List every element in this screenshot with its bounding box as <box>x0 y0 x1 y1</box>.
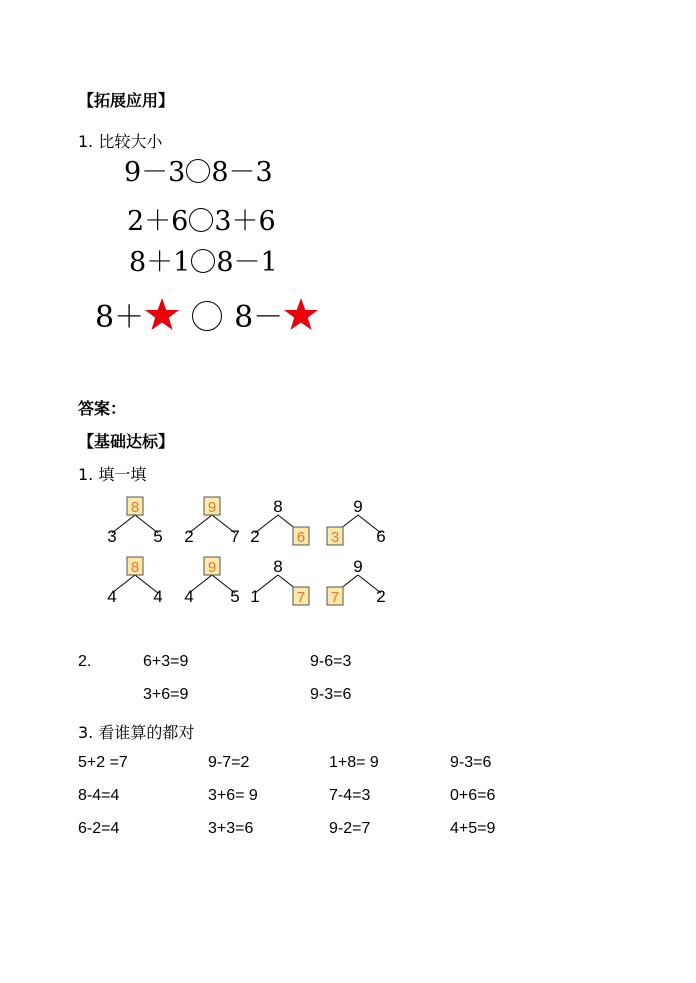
compare-row-3-right: 8－1 <box>216 247 278 278</box>
equation: 9-3=6 <box>310 686 352 703</box>
question-2-number: 2. <box>78 653 92 670</box>
tree-right-number: 7 <box>296 589 306 606</box>
compare-row-star <box>95 292 319 336</box>
tree-left-number: 4 <box>107 587 117 606</box>
section-heading-basic: 【基础达标】 <box>78 432 175 451</box>
tree-top-number: 9 <box>207 499 217 516</box>
star-row-left: 8＋ <box>95 300 145 335</box>
compare-row-3-left: 8＋1 <box>129 247 191 278</box>
tree-left-number: 3 <box>107 527 117 546</box>
compare-circle <box>191 249 215 273</box>
tree-top-number: 9 <box>207 559 217 576</box>
star-row-right: 8－ <box>234 300 284 335</box>
tree-left-number: 2 <box>184 527 194 546</box>
tree-right-number: 4 <box>153 587 163 606</box>
tree-top-number: 8 <box>273 497 283 516</box>
compare-row-1-right: 8－3 <box>211 157 273 188</box>
tree-right-number: 6 <box>296 529 306 546</box>
equation: 7-4=3 <box>329 787 371 804</box>
compare-row-1-left: 9－3 <box>124 157 186 188</box>
tree-top-number: 8 <box>130 499 140 516</box>
tree-left-number: 2 <box>250 527 260 546</box>
tree-left-number: 4 <box>184 587 194 606</box>
tree-right-number: 2 <box>376 587 386 606</box>
equation: 5+2 =7 <box>78 754 128 771</box>
equation: 6-2=4 <box>78 820 120 837</box>
number-bond-trees <box>100 490 400 615</box>
compare-row-2-left: 2＋6 <box>127 206 189 237</box>
tree-top-number: 9 <box>353 497 363 516</box>
question-fill-title: 1. 填一填 <box>78 465 147 484</box>
compare-row-1 <box>124 150 273 189</box>
tree-left-number: 1 <box>250 587 260 606</box>
tree-right-number: 7 <box>230 527 240 546</box>
compare-row-2 <box>127 199 276 238</box>
question-3-title: 3. 看谁算的都对 <box>78 723 195 742</box>
compare-row-2-right: 3＋6 <box>214 206 276 237</box>
tree-right-number: 5 <box>153 527 163 546</box>
tree-right-number: 6 <box>376 527 386 546</box>
equation: 9-6=3 <box>310 653 352 670</box>
tree-left-number: 7 <box>330 589 340 606</box>
equation: 9-2=7 <box>329 820 371 837</box>
equation: 4+5=9 <box>450 820 496 837</box>
compare-row-3 <box>129 240 278 279</box>
tree-right-number: 5 <box>230 587 240 606</box>
tree-top-number: 8 <box>130 559 140 576</box>
red-star-icon <box>144 297 180 333</box>
tree-left-number: 3 <box>330 529 340 546</box>
answers-label: 答案： <box>78 399 127 418</box>
compare-circle <box>189 208 213 232</box>
equation: 3+6=9 <box>143 686 189 703</box>
compare-circle <box>186 159 210 183</box>
equation: 9-3=6 <box>450 754 492 771</box>
section-heading-extension: 【拓展应用】 <box>78 91 175 110</box>
red-star-icon <box>283 297 319 333</box>
equation: 6+3=9 <box>143 653 189 670</box>
equation: 3+3=6 <box>208 820 254 837</box>
equation: 8-4=4 <box>78 787 120 804</box>
tree-top-number: 9 <box>353 557 363 576</box>
question-compare-title: 1. 比较大小 <box>78 132 163 151</box>
tree-top-number: 8 <box>273 557 283 576</box>
equation: 3+6= 9 <box>208 787 258 804</box>
equation: 1+8= 9 <box>329 754 379 771</box>
equation: 0+6=6 <box>450 787 496 804</box>
compare-circle-large <box>192 301 222 331</box>
equation: 9-7=2 <box>208 754 250 771</box>
